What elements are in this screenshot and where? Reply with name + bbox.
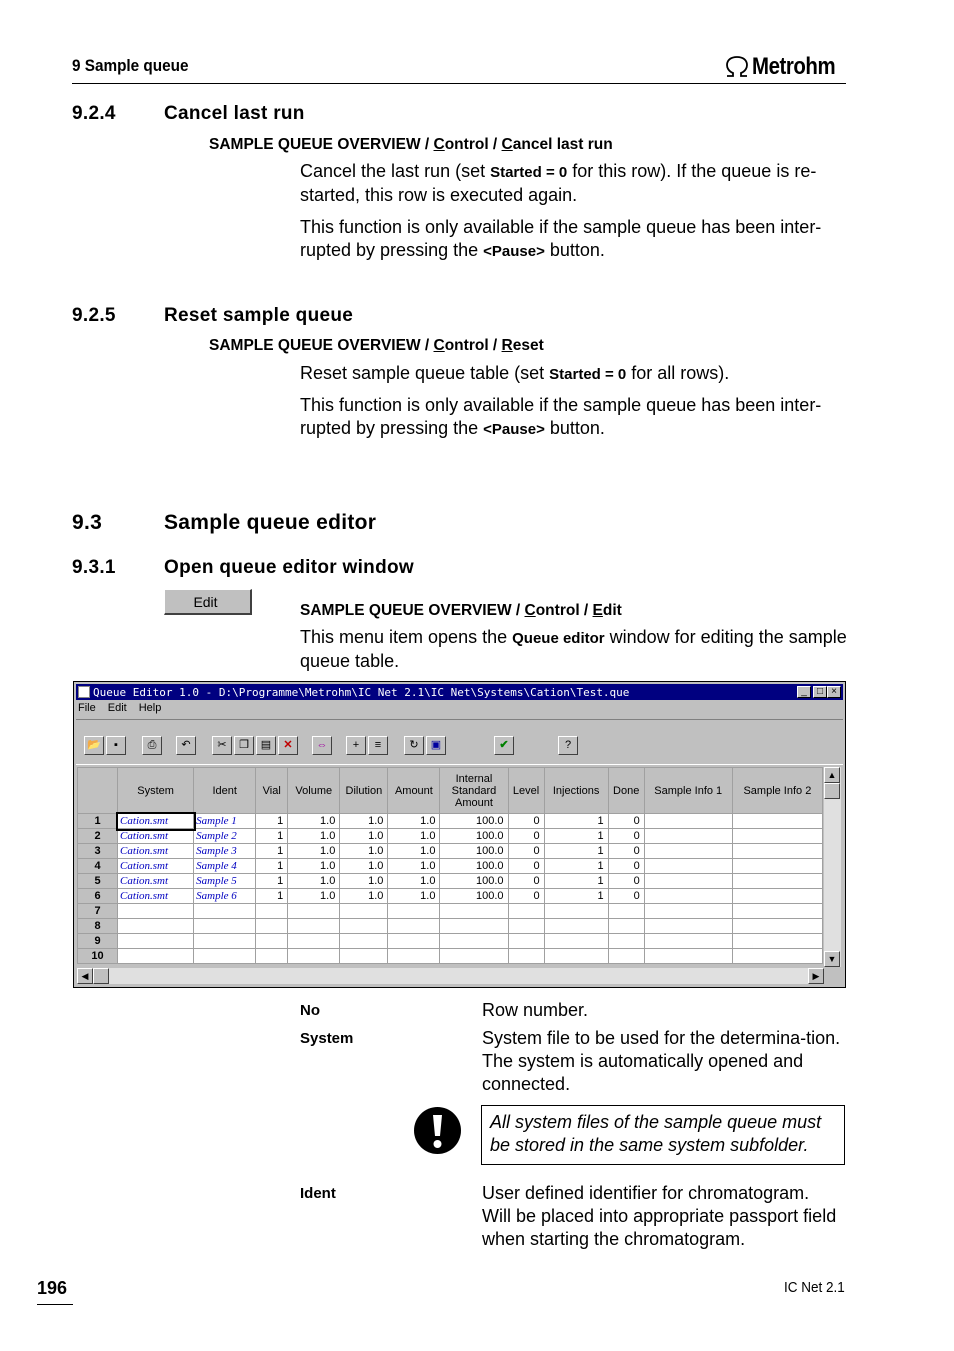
paste-icon[interactable]: ▤	[256, 736, 276, 755]
table-cell[interactable]	[340, 934, 388, 949]
def-label-ident: Ident	[300, 1185, 336, 1202]
footer-product: IC Net 2.1	[784, 1279, 845, 1296]
table-cell[interactable]: 100.0	[440, 889, 508, 904]
table-cell[interactable]	[644, 829, 732, 844]
table-cell[interactable]: 0	[508, 874, 544, 889]
cell-ident[interactable]: Sample 1	[194, 814, 256, 829]
row-number: 6	[78, 889, 118, 904]
table-cell[interactable]: 1	[256, 874, 288, 889]
row-number: 4	[78, 859, 118, 874]
table-cell[interactable]	[440, 919, 508, 934]
table-cell[interactable]: 1.0	[288, 814, 340, 829]
row-number: 7	[78, 904, 118, 919]
page-number-rule	[37, 1304, 73, 1305]
table-row	[78, 889, 823, 904]
cell-ident[interactable]: Sample 2	[194, 829, 256, 844]
table-cell[interactable]	[732, 889, 822, 904]
cell-ident[interactable]	[194, 949, 256, 964]
menubar	[78, 702, 173, 718]
column-header[interactable]	[78, 768, 118, 814]
menu-edit[interactable]: Edit	[107, 702, 127, 714]
cell-system[interactable]: Cation.smt	[118, 844, 194, 859]
fill-icon[interactable]: ⇔	[312, 736, 332, 755]
paragraph: Cancel the last run (set Started = 0 for this row). If the queue is re-started, this row is executed again.	[300, 161, 817, 205]
header-rule	[72, 83, 846, 84]
minimize-button[interactable]: _	[797, 686, 811, 698]
table-cell[interactable]	[608, 934, 644, 949]
section-number: 9.3.1	[72, 557, 116, 578]
column-header[interactable]: Vial	[256, 768, 288, 814]
table-row	[78, 904, 823, 919]
table-cell[interactable]	[440, 904, 508, 919]
table-cell[interactable]: 1	[544, 844, 608, 859]
table-cell[interactable]: 1.0	[288, 859, 340, 874]
delete-icon[interactable]: ✕	[278, 736, 298, 755]
check-icon[interactable]: ✔	[494, 736, 514, 755]
def-text-no: Row number.	[482, 1000, 589, 1020]
cell-system[interactable]: Cation.smt	[118, 874, 194, 889]
table-cell[interactable]: 0	[508, 844, 544, 859]
table-cell[interactable]: 1.0	[288, 874, 340, 889]
table-cell[interactable]: 1	[544, 829, 608, 844]
table-cell[interactable]: 1.0	[340, 814, 388, 829]
table-cell[interactable]: 0	[608, 889, 644, 904]
def-label-system: System	[300, 1030, 354, 1047]
table-cell[interactable]	[288, 934, 340, 949]
table-cell[interactable]	[644, 844, 732, 859]
running-header: 9 Sample queue	[72, 56, 189, 75]
table-cell[interactable]: 1	[256, 814, 288, 829]
table-cell[interactable]	[288, 949, 340, 964]
table-cell[interactable]	[608, 919, 644, 934]
cell-ident[interactable]	[194, 904, 256, 919]
omega-icon	[724, 55, 750, 79]
maximize-button[interactable]: □	[813, 686, 827, 698]
table-cell[interactable]	[644, 859, 732, 874]
cell-system[interactable]	[118, 949, 194, 964]
table-cell[interactable]	[288, 904, 340, 919]
cell-ident[interactable]	[194, 934, 256, 949]
logo-text: Metrohm	[752, 53, 836, 80]
row-number: 9	[78, 934, 118, 949]
table-cell[interactable]	[388, 934, 440, 949]
table-cell[interactable]	[732, 904, 822, 919]
table-cell[interactable]	[608, 949, 644, 964]
horizontal-scrollbar[interactable]	[77, 968, 824, 984]
table-cell[interactable]: 1	[256, 889, 288, 904]
cell-ident[interactable]	[194, 919, 256, 934]
table-cell[interactable]	[732, 829, 822, 844]
paragraph: This function is only available if the sample queue has been inter-rupted by pressing the <Pause> button.	[300, 395, 822, 438]
undo-icon[interactable]: ↶	[176, 736, 196, 755]
paragraph: This function is only available if the sample queue has been inter-rupted by pressing the <Pause> button.	[300, 217, 822, 260]
table-cell[interactable]	[256, 934, 288, 949]
table-cell[interactable]: 1	[544, 889, 608, 904]
table-cell[interactable]: 0	[608, 874, 644, 889]
queue-table	[77, 767, 823, 964]
section-title: Cancel last run	[164, 103, 305, 124]
table-cell[interactable]: 1.0	[388, 844, 440, 859]
table-cell[interactable]: 100.0	[440, 814, 508, 829]
section-title: Open queue editor window	[164, 557, 414, 578]
table-cell[interactable]	[340, 904, 388, 919]
open-icon[interactable]: 📂	[84, 736, 104, 755]
table-cell[interactable]	[544, 904, 608, 919]
column-header[interactable]: Sample Info 2	[732, 768, 822, 814]
hscroll-thumb[interactable]	[93, 968, 109, 984]
table-cell[interactable]	[388, 949, 440, 964]
table-cell[interactable]: 1	[256, 859, 288, 874]
table-cell[interactable]	[256, 949, 288, 964]
table-cell[interactable]	[256, 919, 288, 934]
table-header-row	[78, 768, 823, 814]
paragraph: Reset sample queue table (set Started = 0 for all rows).	[300, 363, 730, 383]
table-cell[interactable]: 1.0	[388, 829, 440, 844]
table-cell[interactable]	[644, 904, 732, 919]
queue-editor-window	[73, 681, 846, 988]
table-cell[interactable]	[644, 889, 732, 904]
metrohm-logo	[724, 52, 850, 82]
table-cell[interactable]: 1	[256, 844, 288, 859]
table-cell[interactable]: 1.0	[340, 844, 388, 859]
table-cell[interactable]: 0	[608, 814, 644, 829]
column-header[interactable]: Done	[608, 768, 644, 814]
column-header[interactable]: Injections	[544, 768, 608, 814]
vertical-scrollbar[interactable]	[824, 767, 841, 967]
table-cell[interactable]: 0	[508, 859, 544, 874]
window-titlebar[interactable]	[76, 684, 843, 700]
table-cell[interactable]	[388, 919, 440, 934]
app-icon	[78, 686, 90, 698]
menu-path: SAMPLE QUEUE OVERVIEW / Control / Reset	[209, 337, 544, 354]
save-icon[interactable]: ▪	[106, 736, 126, 755]
edit-button[interactable]: Edit	[164, 589, 252, 615]
scroll-down-icon[interactable]: ▼	[824, 951, 840, 967]
table-cell[interactable]	[732, 844, 822, 859]
scroll-up-icon[interactable]: ▲	[824, 767, 840, 783]
table-cell[interactable]: 100.0	[440, 829, 508, 844]
def-text-ident: User defined identifier for chromatogram. Will be placed into appropriate passport field when starting the chromatogram.	[482, 1183, 837, 1249]
table-cell[interactable]	[544, 919, 608, 934]
cell-ident[interactable]: Sample 6	[194, 889, 256, 904]
menu-path: SAMPLE QUEUE OVERVIEW / Control / Edit	[300, 602, 622, 619]
cell-system[interactable]	[118, 904, 194, 919]
table-cell[interactable]: 0	[508, 814, 544, 829]
table-cell[interactable]: 1.0	[388, 859, 440, 874]
table-cell[interactable]: 0	[608, 844, 644, 859]
note-box: All system files of the sample queue must be stored in the same system subfolder.	[481, 1105, 845, 1165]
close-button[interactable]: ×	[827, 686, 841, 698]
table-cell[interactable]: 1.0	[388, 814, 440, 829]
row-number: 10	[78, 949, 118, 964]
table-row	[78, 814, 823, 829]
column-header[interactable]: Level	[508, 768, 544, 814]
table-cell[interactable]: 1.0	[288, 844, 340, 859]
table-cell[interactable]	[508, 949, 544, 964]
help-icon[interactable]: ?	[558, 736, 578, 755]
table-cell[interactable]	[732, 874, 822, 889]
table-row	[78, 859, 823, 874]
section-number: 9.2.5	[72, 305, 116, 326]
table-cell[interactable]	[508, 904, 544, 919]
table-cell[interactable]	[644, 919, 732, 934]
column-header[interactable]: Internal Standard Amount	[440, 768, 508, 814]
scroll-thumb[interactable]	[824, 783, 840, 799]
toolbar	[76, 719, 843, 765]
table-cell[interactable]: 1.0	[340, 829, 388, 844]
def-label-no: No	[300, 1002, 320, 1019]
delete-row-icon[interactable]: ≡	[368, 736, 388, 755]
table-cell[interactable]: 1.0	[288, 889, 340, 904]
scroll-left-icon[interactable]: ◀	[77, 968, 93, 984]
table-cell[interactable]: 0	[508, 829, 544, 844]
table-cell[interactable]	[256, 904, 288, 919]
window-title: Queue Editor 1.0 - D:\Programme\Metrohm\IC Net 2.1\IC Net\Systems\Cation\Test.que	[93, 685, 630, 699]
column-header[interactable]: Volume	[288, 768, 340, 814]
menu-file[interactable]: File	[78, 702, 96, 714]
table-cell[interactable]	[440, 934, 508, 949]
table-cell[interactable]: 1	[544, 874, 608, 889]
table-cell[interactable]	[340, 919, 388, 934]
table-cell[interactable]	[388, 904, 440, 919]
table-cell[interactable]: 0	[608, 859, 644, 874]
table-cell[interactable]: 100.0	[440, 859, 508, 874]
section-number: 9.2.4	[72, 103, 116, 124]
refresh-icon[interactable]: ↻	[404, 736, 424, 755]
table-cell[interactable]	[644, 934, 732, 949]
table-cell[interactable]: 1	[256, 829, 288, 844]
table-cell[interactable]	[440, 949, 508, 964]
cell-ident[interactable]: Sample 3	[194, 844, 256, 859]
cell-system[interactable]	[118, 919, 194, 934]
table-cell[interactable]	[732, 859, 822, 874]
cell-system[interactable]: Cation.smt	[118, 859, 194, 874]
column-header[interactable]: Ident	[194, 768, 256, 814]
cut-icon[interactable]: ✂	[212, 736, 232, 755]
table-row	[78, 844, 823, 859]
insert-row-icon[interactable]: +	[346, 736, 366, 755]
row-number: 5	[78, 874, 118, 889]
cell-system[interactable]: Cation.smt	[118, 829, 194, 844]
table-cell[interactable]: 1.0	[340, 859, 388, 874]
table-cell[interactable]	[288, 919, 340, 934]
paragraph: This menu item opens the Queue editor window for editing the sample queue table.	[300, 627, 847, 671]
table-cell[interactable]: 1.0	[388, 874, 440, 889]
menu-path: SAMPLE QUEUE OVERVIEW / Control / Cancel last run	[209, 136, 613, 153]
table-cell[interactable]: 0	[508, 889, 544, 904]
table-cell[interactable]: 1	[544, 814, 608, 829]
window-icon[interactable]: ▣	[426, 736, 446, 755]
row-number: 3	[78, 844, 118, 859]
table-cell[interactable]	[340, 949, 388, 964]
chapter-number: 9.3	[72, 511, 103, 534]
table-cell[interactable]	[508, 919, 544, 934]
table-row	[78, 874, 823, 889]
section-title: Reset sample queue	[164, 305, 354, 326]
print-icon[interactable]: ⎙	[142, 736, 162, 755]
copy-icon[interactable]: ❐	[234, 736, 254, 755]
def-text-system: System file to be used for the determina-tion. The system is automatically opened and connected.	[482, 1028, 841, 1094]
table-cell[interactable]	[608, 904, 644, 919]
menu-help[interactable]: Help	[138, 702, 162, 714]
column-header[interactable]: Dilution	[340, 768, 388, 814]
row-number: 2	[78, 829, 118, 844]
table-row	[78, 829, 823, 844]
table-cell[interactable]	[732, 919, 822, 934]
table-cell[interactable]: 0	[608, 829, 644, 844]
table-cell[interactable]: 1	[544, 859, 608, 874]
cell-system[interactable]	[118, 934, 194, 949]
column-header[interactable]: Sample Info 1	[644, 768, 732, 814]
table-cell[interactable]	[644, 814, 732, 829]
table-row	[78, 919, 823, 934]
table-cell[interactable]	[644, 949, 732, 964]
column-header[interactable]: System	[118, 768, 194, 814]
row-number: 8	[78, 919, 118, 934]
cell-ident[interactable]: Sample 5	[194, 874, 256, 889]
table-row	[78, 934, 823, 949]
page-number: 196	[37, 1278, 68, 1298]
table-cell[interactable]	[732, 949, 822, 964]
warning-icon	[414, 1107, 461, 1154]
chapter-title: Sample queue editor	[164, 511, 377, 534]
table-cell[interactable]: 1.0	[388, 889, 440, 904]
cell-system[interactable]: Cation.smt	[118, 814, 194, 829]
cell-ident[interactable]: Sample 4	[194, 859, 256, 874]
table-cell[interactable]	[732, 814, 822, 829]
table-cell[interactable]: 100.0	[440, 844, 508, 859]
cell-system[interactable]: Cation.smt	[118, 889, 194, 904]
table-row	[78, 949, 823, 964]
column-header[interactable]: Amount	[388, 768, 440, 814]
table-cell[interactable]	[544, 949, 608, 964]
table-cell[interactable]: 100.0	[440, 874, 508, 889]
table-cell[interactable]: 1.0	[340, 874, 388, 889]
row-number: 1	[78, 814, 118, 829]
scroll-right-icon[interactable]: ▶	[808, 968, 824, 984]
table-cell[interactable]: 1.0	[340, 889, 388, 904]
table-cell[interactable]	[732, 934, 822, 949]
table-cell[interactable]	[544, 934, 608, 949]
table-cell[interactable]	[508, 934, 544, 949]
table-cell[interactable]: 1.0	[288, 829, 340, 844]
table-cell[interactable]	[644, 874, 732, 889]
